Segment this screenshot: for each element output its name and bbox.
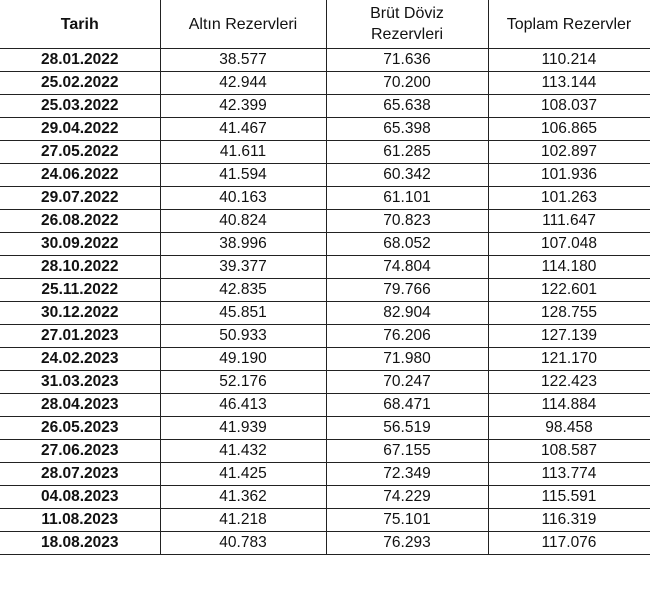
header-gross-fx-line2: Rezervleri — [370, 26, 443, 43]
table-header — [0, 0, 650, 49]
cell-date: 25.02.2022 — [0, 72, 160, 95]
table-row — [0, 348, 650, 371]
cell-gold-reserves: 49.190 — [160, 348, 326, 371]
cell-gold-reserves: 41.218 — [160, 509, 326, 532]
cell-total-reserves: 114.884 — [488, 394, 650, 417]
cell-gross-fx-reserves: 76.293 — [326, 532, 488, 555]
cell-date: 28.04.2023 — [0, 394, 160, 417]
cell-gross-fx-reserves: 74.229 — [326, 486, 488, 509]
table-row — [0, 486, 650, 509]
table-row — [0, 95, 650, 118]
cell-gold-reserves: 41.432 — [160, 440, 326, 463]
cell-gross-fx-reserves: 56.519 — [326, 417, 488, 440]
table-row — [0, 417, 650, 440]
cell-date: 18.08.2023 — [0, 532, 160, 555]
cell-date: 27.05.2022 — [0, 141, 160, 164]
cell-total-reserves: 115.591 — [488, 486, 650, 509]
cell-gold-reserves: 52.176 — [160, 371, 326, 394]
table-row — [0, 279, 650, 302]
cell-total-reserves: 108.037 — [488, 95, 650, 118]
cell-gross-fx-reserves: 61.101 — [326, 187, 488, 210]
table-row — [0, 164, 650, 187]
cell-total-reserves: 122.423 — [488, 371, 650, 394]
cell-total-reserves: 127.139 — [488, 325, 650, 348]
cell-gold-reserves: 42.835 — [160, 279, 326, 302]
cell-total-reserves: 111.647 — [488, 210, 650, 233]
cell-gold-reserves: 41.467 — [160, 118, 326, 141]
table-row — [0, 325, 650, 348]
cell-date: 26.08.2022 — [0, 210, 160, 233]
header-date: Tarih — [0, 0, 160, 49]
cell-date: 31.03.2023 — [0, 371, 160, 394]
cell-date: 27.06.2023 — [0, 440, 160, 463]
table-row — [0, 463, 650, 486]
header-gold-reserves: Altın Rezervleri — [160, 0, 326, 49]
table-row — [0, 187, 650, 210]
cell-total-reserves: 102.897 — [488, 141, 650, 164]
cell-gross-fx-reserves: 76.206 — [326, 325, 488, 348]
cell-total-reserves: 98.458 — [488, 417, 650, 440]
table-row — [0, 72, 650, 95]
cell-total-reserves: 128.755 — [488, 302, 650, 325]
header-row — [0, 0, 650, 49]
table-row — [0, 440, 650, 463]
header-total-reserves: Toplam Rezervler — [488, 0, 650, 49]
cell-gold-reserves: 39.377 — [160, 256, 326, 279]
cell-gross-fx-reserves: 67.155 — [326, 440, 488, 463]
cell-date: 24.02.2023 — [0, 348, 160, 371]
header-gross-fx-line1: Brüt Döviz — [370, 5, 444, 22]
cell-gold-reserves: 41.611 — [160, 141, 326, 164]
cell-date: 26.05.2023 — [0, 417, 160, 440]
cell-gross-fx-reserves: 75.101 — [326, 509, 488, 532]
cell-total-reserves: 113.774 — [488, 463, 650, 486]
cell-gross-fx-reserves: 79.766 — [326, 279, 488, 302]
cell-date: 28.01.2022 — [0, 49, 160, 72]
cell-gross-fx-reserves: 68.052 — [326, 233, 488, 256]
cell-gold-reserves: 40.783 — [160, 532, 326, 555]
cell-date: 25.03.2022 — [0, 95, 160, 118]
cell-gold-reserves: 46.413 — [160, 394, 326, 417]
header-gross-fx-reserves — [326, 0, 488, 49]
table-row — [0, 118, 650, 141]
table-row — [0, 532, 650, 555]
cell-gross-fx-reserves: 68.471 — [326, 394, 488, 417]
cell-total-reserves: 114.180 — [488, 256, 650, 279]
table-row — [0, 49, 650, 72]
table-row — [0, 233, 650, 256]
cell-gold-reserves: 41.362 — [160, 486, 326, 509]
cell-total-reserves: 116.319 — [488, 509, 650, 532]
cell-gold-reserves: 41.939 — [160, 417, 326, 440]
cell-date: 30.12.2022 — [0, 302, 160, 325]
cell-gross-fx-reserves: 74.804 — [326, 256, 488, 279]
cell-total-reserves: 108.587 — [488, 440, 650, 463]
cell-gross-fx-reserves: 70.247 — [326, 371, 488, 394]
cell-gross-fx-reserves: 70.823 — [326, 210, 488, 233]
cell-total-reserves: 121.170 — [488, 348, 650, 371]
cell-gross-fx-reserves: 65.398 — [326, 118, 488, 141]
table-row — [0, 141, 650, 164]
cell-gold-reserves: 38.577 — [160, 49, 326, 72]
cell-gold-reserves: 40.824 — [160, 210, 326, 233]
table-row — [0, 371, 650, 394]
cell-gross-fx-reserves: 60.342 — [326, 164, 488, 187]
cell-gold-reserves: 38.996 — [160, 233, 326, 256]
cell-gold-reserves: 42.944 — [160, 72, 326, 95]
cell-date: 30.09.2022 — [0, 233, 160, 256]
cell-total-reserves: 117.076 — [488, 532, 650, 555]
cell-date: 25.11.2022 — [0, 279, 160, 302]
cell-gross-fx-reserves: 82.904 — [326, 302, 488, 325]
cell-date: 27.01.2023 — [0, 325, 160, 348]
cell-gold-reserves: 41.594 — [160, 164, 326, 187]
cell-gold-reserves: 50.933 — [160, 325, 326, 348]
cell-gross-fx-reserves: 71.980 — [326, 348, 488, 371]
cell-gold-reserves: 40.163 — [160, 187, 326, 210]
cell-total-reserves: 101.936 — [488, 164, 650, 187]
cell-gross-fx-reserves: 72.349 — [326, 463, 488, 486]
table-row — [0, 302, 650, 325]
cell-gross-fx-reserves: 65.638 — [326, 95, 488, 118]
cell-date: 24.06.2022 — [0, 164, 160, 187]
table-row — [0, 509, 650, 532]
cell-gold-reserves: 42.399 — [160, 95, 326, 118]
cell-gross-fx-reserves: 70.200 — [326, 72, 488, 95]
cell-gross-fx-reserves: 61.285 — [326, 141, 488, 164]
cell-date: 29.04.2022 — [0, 118, 160, 141]
cell-date: 28.10.2022 — [0, 256, 160, 279]
table-body — [0, 49, 650, 555]
table-row — [0, 210, 650, 233]
cell-gold-reserves: 41.425 — [160, 463, 326, 486]
cell-date: 04.08.2023 — [0, 486, 160, 509]
cell-gross-fx-reserves: 71.636 — [326, 49, 488, 72]
cell-total-reserves: 122.601 — [488, 279, 650, 302]
cell-gold-reserves: 45.851 — [160, 302, 326, 325]
cell-total-reserves: 110.214 — [488, 49, 650, 72]
cell-date: 11.08.2023 — [0, 509, 160, 532]
cell-date: 28.07.2023 — [0, 463, 160, 486]
cell-date: 29.07.2022 — [0, 187, 160, 210]
cell-total-reserves: 107.048 — [488, 233, 650, 256]
cell-total-reserves: 101.263 — [488, 187, 650, 210]
table-row — [0, 256, 650, 279]
cell-total-reserves: 113.144 — [488, 72, 650, 95]
table-row — [0, 394, 650, 417]
cell-total-reserves: 106.865 — [488, 118, 650, 141]
